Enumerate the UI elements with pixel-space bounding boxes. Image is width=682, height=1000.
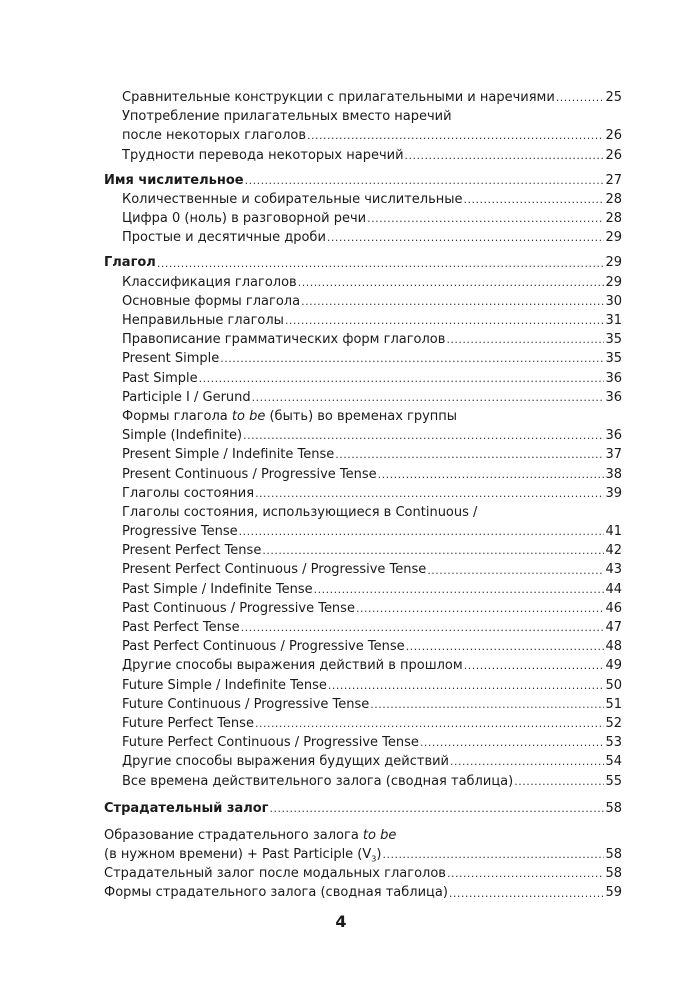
toc-page-number: 44 bbox=[605, 581, 622, 597]
toc-entry-title: Основные формы глагола bbox=[122, 293, 301, 309]
toc-entry bbox=[104, 695, 622, 714]
toc-page-number: 51 bbox=[605, 696, 622, 712]
toc-page-number: 26 bbox=[605, 128, 622, 144]
dot-leader bbox=[307, 126, 604, 145]
dot-leader bbox=[514, 772, 604, 791]
toc-entry bbox=[104, 656, 622, 675]
toc-entry-title: Future Continuous / Progressive Tense bbox=[122, 696, 370, 712]
toc-entry-title: Употребление прилагательных вместо наречий bbox=[122, 109, 452, 125]
toc-entry bbox=[104, 330, 622, 349]
toc-page-number: 35 bbox=[605, 351, 622, 367]
toc-entry-title: Глаголы состояния bbox=[122, 485, 255, 501]
dot-leader bbox=[327, 228, 605, 247]
toc-entry bbox=[104, 445, 622, 464]
toc-entry-title: Правописание грамматических форм глаголов bbox=[122, 332, 446, 348]
toc-entry bbox=[104, 209, 622, 228]
toc-entry-title: Классификация глаголов bbox=[122, 274, 297, 290]
dot-leader bbox=[450, 752, 604, 771]
toc-page-number: 54 bbox=[605, 754, 622, 770]
toc-entry bbox=[104, 714, 622, 733]
toc-page-number: 36 bbox=[605, 370, 622, 386]
dot-leader bbox=[427, 561, 604, 580]
toc-entry bbox=[104, 618, 622, 637]
dot-leader bbox=[314, 580, 605, 599]
toc-page-number: 29 bbox=[605, 255, 622, 271]
section-gap bbox=[104, 791, 622, 799]
toc-entry bbox=[104, 171, 622, 190]
toc-entry-title: Страдательный залог bbox=[104, 800, 269, 816]
toc-entry bbox=[104, 733, 622, 752]
toc-entry-title: Past Simple bbox=[122, 370, 198, 386]
toc-page-number: 26 bbox=[605, 147, 622, 163]
page-number: 4 bbox=[335, 912, 347, 931]
toc-entry-title: Другие способы выражения будущих действий bbox=[122, 754, 450, 770]
dot-leader bbox=[220, 349, 604, 368]
toc-entry-title: Все времена действительного залога (сводная таблица) bbox=[122, 773, 514, 789]
toc-entry-text: Формы глагола bbox=[122, 408, 232, 424]
toc-entry bbox=[104, 292, 622, 311]
dot-leader bbox=[328, 676, 605, 695]
toc-entry-text: (в нужном времени) + Past Participle (V bbox=[104, 847, 372, 863]
dot-leader bbox=[239, 522, 605, 541]
dot-leader bbox=[269, 799, 604, 818]
toc-entry-title: Future Simple / Indefinite Tense bbox=[122, 677, 327, 693]
toc-entry-line bbox=[104, 407, 622, 426]
toc-entry bbox=[104, 465, 622, 484]
dot-leader bbox=[367, 209, 604, 228]
dot-leader bbox=[199, 369, 605, 388]
toc-page-number: 38 bbox=[605, 466, 622, 482]
toc-page-number: 41 bbox=[605, 524, 622, 540]
toc-entry bbox=[104, 349, 622, 368]
dot-leader bbox=[370, 695, 604, 714]
toc-entry-title: Формы страдательного залога (сводная таблица) bbox=[104, 885, 448, 901]
toc-entry-title: Глаголы состояния, использующиеся в Continuous / bbox=[122, 504, 478, 520]
toc-entry-title: Трудности перевода некоторых наречий bbox=[122, 147, 404, 163]
toc-entry bbox=[104, 228, 622, 247]
dot-leader bbox=[406, 637, 605, 656]
dot-leader bbox=[447, 864, 605, 883]
toc-entry bbox=[104, 311, 622, 330]
toc-entry-title bbox=[122, 407, 457, 426]
toc-page-number: 58 bbox=[605, 800, 622, 816]
dot-leader bbox=[255, 484, 604, 503]
toc-entry-title: Простые и десятичные дроби bbox=[122, 230, 326, 246]
toc-entry bbox=[104, 752, 622, 771]
dot-leader bbox=[464, 190, 605, 209]
toc-page-number: 28 bbox=[605, 191, 622, 207]
toc-entry bbox=[104, 541, 622, 560]
toc-entry bbox=[104, 369, 622, 388]
toc-page-number: 36 bbox=[605, 389, 622, 405]
dot-leader bbox=[556, 88, 605, 107]
toc-entry-text: Образование страдательного залога bbox=[104, 827, 363, 843]
toc-entry bbox=[104, 190, 622, 209]
toc-entry bbox=[104, 88, 622, 107]
toc-entry bbox=[104, 676, 622, 695]
toc-entry-title: Сравнительные конструкции с прилагательными и наречиями bbox=[122, 89, 555, 105]
toc-page-number: 58 bbox=[605, 847, 622, 863]
toc-page-number: 52 bbox=[605, 715, 622, 731]
dot-leader bbox=[245, 171, 605, 190]
toc-entry bbox=[104, 522, 622, 541]
toc-page-number: 58 bbox=[605, 866, 622, 882]
toc-entry-title: Цифра 0 (ноль) в разговорной речи bbox=[122, 211, 367, 227]
table-of-contents bbox=[104, 88, 622, 903]
toc-entry-title bbox=[104, 826, 396, 845]
toc-entry bbox=[104, 126, 622, 145]
toc-entry-text: (быть) во временах группы bbox=[265, 408, 458, 424]
toc-page-number: 50 bbox=[605, 677, 622, 693]
toc-entry bbox=[104, 864, 622, 883]
toc-page-number: 25 bbox=[605, 89, 622, 105]
toc-page-number: 31 bbox=[605, 313, 622, 329]
toc-entry bbox=[104, 561, 622, 580]
dot-leader bbox=[298, 273, 605, 292]
toc-entry-title: Future Perfect Tense bbox=[122, 715, 254, 731]
toc-entry-title: Present Continuous / Progressive Tense bbox=[122, 466, 377, 482]
toc-entry-title: Страдательный залог после модальных глаголов bbox=[104, 866, 446, 882]
section-gap bbox=[104, 818, 622, 826]
toc-entry bbox=[104, 388, 622, 407]
dot-leader bbox=[378, 465, 605, 484]
toc-page-number: 30 bbox=[605, 293, 622, 309]
toc-entry-title: Present Perfect Tense bbox=[122, 543, 262, 559]
toc-entry-italic: to be bbox=[231, 408, 266, 424]
toc-entry-title: Participle I / Gerund bbox=[122, 389, 251, 405]
toc-entry bbox=[104, 599, 622, 618]
toc-entry bbox=[104, 484, 622, 503]
dot-leader bbox=[335, 445, 604, 464]
toc-entry-title: Неправильные глаголы bbox=[122, 313, 284, 329]
toc-entry bbox=[104, 273, 622, 292]
toc-page-number: 49 bbox=[605, 658, 622, 674]
dot-leader bbox=[464, 656, 605, 675]
dot-leader bbox=[262, 541, 604, 560]
dot-leader bbox=[241, 618, 605, 637]
toc-entry-title: Simple (Indefinite) bbox=[122, 428, 243, 444]
toc-entry bbox=[104, 580, 622, 599]
dot-leader bbox=[243, 426, 604, 445]
toc-entry-title bbox=[104, 845, 381, 864]
dot-leader bbox=[356, 599, 605, 618]
toc-page-number: 43 bbox=[605, 562, 622, 578]
dot-leader bbox=[420, 733, 605, 752]
toc-entry-title: Past Simple / Indefinite Tense bbox=[122, 581, 313, 597]
toc-entry-title: после некоторых глаголов bbox=[122, 128, 307, 144]
toc-entry-title: Past Perfect Continuous / Progressive Tense bbox=[122, 639, 405, 655]
toc-entry-text: ) bbox=[376, 847, 382, 863]
dot-leader bbox=[285, 311, 605, 330]
toc-entry-title: Другие способы выражения действий в прошлом bbox=[122, 658, 463, 674]
toc-page-number: 59 bbox=[605, 885, 622, 901]
toc-entry-title: Глагол bbox=[104, 255, 156, 271]
dot-leader bbox=[255, 714, 605, 733]
toc-page-number: 37 bbox=[605, 447, 622, 463]
toc-page-number: 48 bbox=[605, 639, 622, 655]
toc-entry bbox=[104, 772, 622, 791]
toc-entry bbox=[104, 254, 622, 273]
toc-page-number: 55 bbox=[605, 773, 622, 789]
toc-page-number: 46 bbox=[605, 600, 622, 616]
toc-page-number: 36 bbox=[605, 428, 622, 444]
toc-entry-line bbox=[104, 503, 622, 522]
toc-entry bbox=[104, 146, 622, 165]
dot-leader bbox=[157, 254, 605, 273]
toc-page-number: 35 bbox=[605, 332, 622, 348]
toc-entry bbox=[104, 845, 622, 864]
toc-entry-line bbox=[104, 826, 622, 845]
toc-entry bbox=[104, 426, 622, 445]
toc-entry-title: Past Continuous / Progressive Tense bbox=[122, 600, 355, 616]
toc-entry-title: Progressive Tense bbox=[122, 524, 238, 540]
toc-entry-title: Past Perfect Tense bbox=[122, 620, 240, 636]
dot-leader bbox=[446, 330, 604, 349]
toc-page-number: 47 bbox=[605, 620, 622, 636]
dot-leader bbox=[382, 845, 604, 864]
dot-leader bbox=[449, 884, 605, 903]
dot-leader bbox=[301, 292, 604, 311]
toc-entry-title: Имя числительное bbox=[104, 172, 244, 188]
toc-entry-title: Количественные и собирательные числительные bbox=[122, 191, 463, 207]
toc-page-number: 53 bbox=[605, 735, 622, 751]
toc-page-number: 29 bbox=[605, 274, 622, 290]
toc-page-number: 27 bbox=[605, 172, 622, 188]
toc-entry-line bbox=[104, 107, 622, 126]
toc-entry bbox=[104, 799, 622, 818]
toc-entry bbox=[104, 637, 622, 656]
toc-page-number: 39 bbox=[605, 485, 622, 501]
dot-leader bbox=[252, 388, 605, 407]
toc-page-number: 28 bbox=[605, 211, 622, 227]
toc-page-number: 42 bbox=[605, 543, 622, 559]
toc-entry-title: Future Perfect Continuous / Progressive Tense bbox=[122, 735, 419, 751]
dot-leader bbox=[405, 146, 605, 165]
toc-entry-italic: to be bbox=[362, 827, 397, 843]
toc-entry-title: Present Perfect Continuous / Progressive Tense bbox=[122, 562, 427, 578]
toc-entry-title: Present Simple bbox=[122, 351, 220, 367]
toc-entry-title: Present Simple / Indefinite Tense bbox=[122, 447, 335, 463]
toc-page-number: 29 bbox=[605, 230, 622, 246]
toc-entry bbox=[104, 884, 622, 903]
subscript: 3 bbox=[371, 854, 377, 864]
